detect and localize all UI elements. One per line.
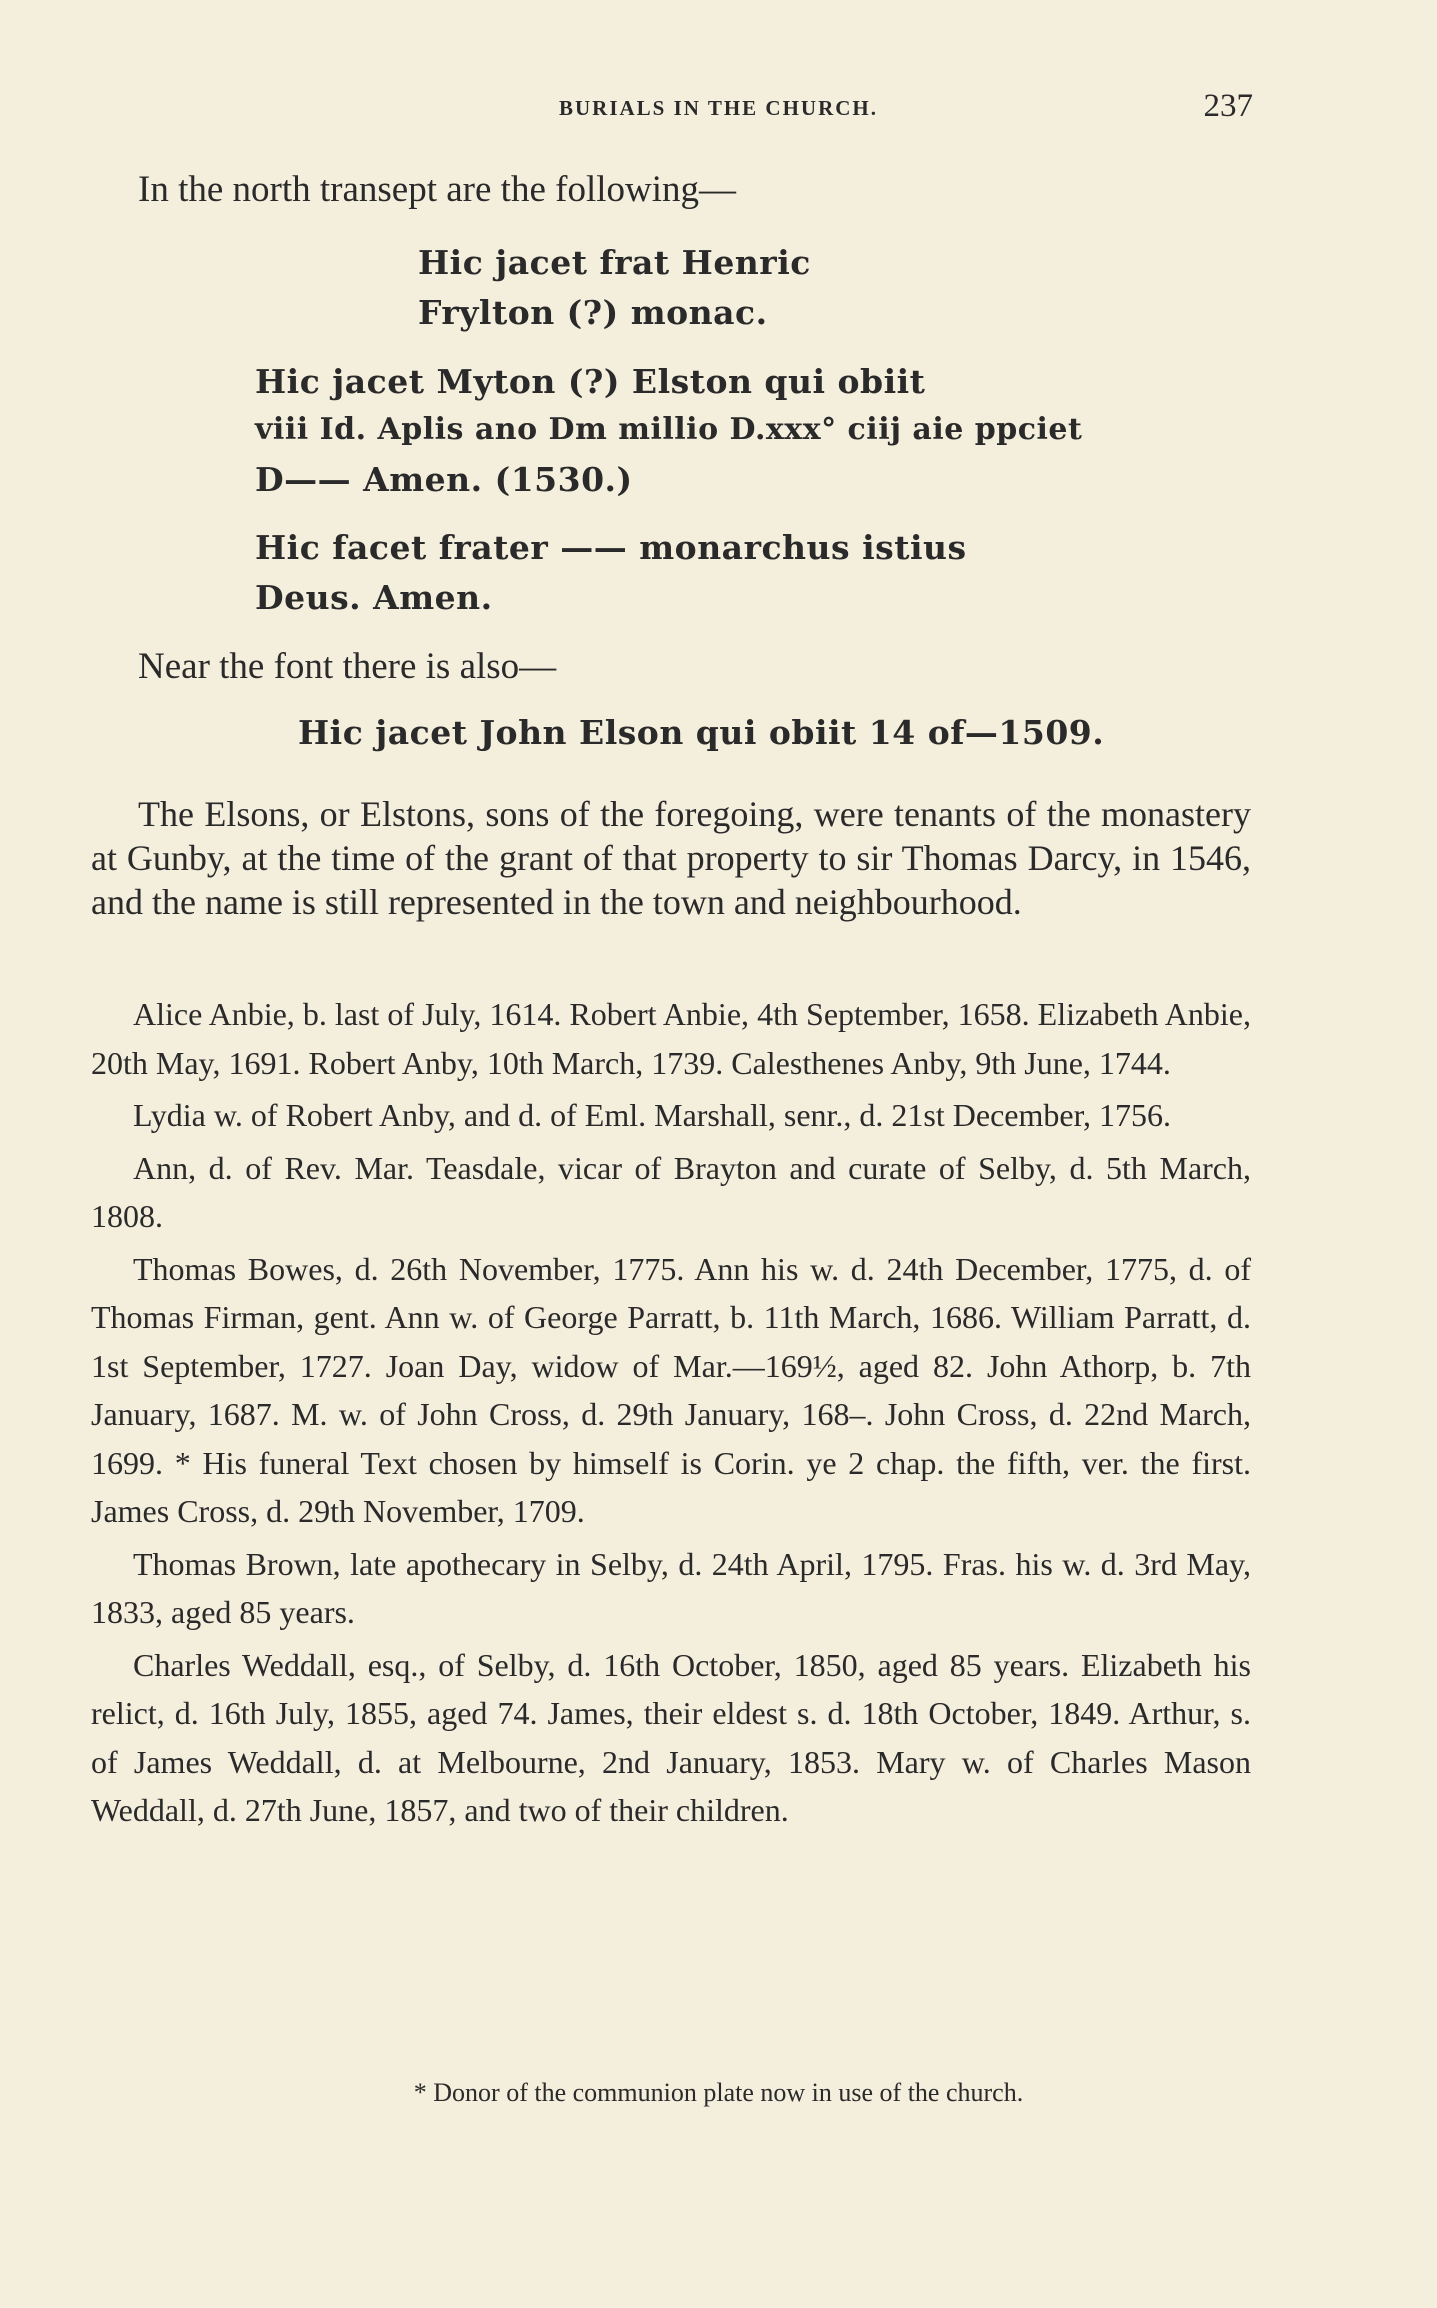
inscription-2-line-1: Hic jacet Myton (?) Elston qui obiit [255, 362, 926, 401]
inscription-3-line-2: Deus. Amen. [255, 578, 493, 617]
burial-entry-lydia: Lydia w. of Robert Anby, and d. of Eml. Marshall, senr., d. 21st December, 1756. [133, 1097, 1171, 1133]
footnote: * Donor of the communion plate now in use of the church. [413, 2078, 1024, 2107]
font-inscription: Hic jacet John Elson qui obiit 14 of—1509. [298, 713, 1105, 752]
page-number: 237 [1203, 88, 1253, 124]
burial-entry-teasdale: Ann, d. of Rev. Mar. Teasdale, vicar of Brayton and curate of Selby, d. 5th March, 1808. [91, 1149, 1251, 1234]
burial-entry-brown: Thomas Brown, late apothecary in Selby, d. 24th April, 1795. Fras. his w. d. 3rd May, 1833, aged 85 years. [91, 1545, 1251, 1630]
inscription-3-line-1: Hic facet frater —— monarchus istius [255, 528, 967, 567]
intro-line: In the north transept are the following— [138, 169, 736, 210]
inscription-1-line-2: Frylton (?) monac. [418, 293, 768, 332]
inscription-2-line-2: viii Id. Aplis ano Dm millio D.xxx° ciij aie ppciet [255, 412, 1083, 447]
running-head: BURIALS IN THE CHURCH. [559, 96, 878, 120]
elsons-paragraph: The Elsons, or Elstons, sons of the foregoing, were tenants of the monastery at Gunby, at the time of the grant of that property to sir Thomas Darcy, in 1546, and the name is still represented in the town and neighbourhood. [91, 794, 1251, 922]
near-font-line: Near the font there is also— [138, 646, 557, 687]
burial-entry-bowes-cross: Thomas Bowes, d. 26th November, 1775. Ann his w. d. 24th December, 1775, d. of Thomas Firman, gent. Ann w. of George Parratt, b. 11th March, 1686. William Parratt, d. 1st September, 1727. Joan Day, widow of Mar.—169½, aged 82. John Athorp, b. 7th January, 1687. M. w. of John Cross, d. 29th January, 168–. John Cross, d. 22nd March, 1699. * His funeral Text chosen by himself is Corin. ye 2 chap. the fifth, ver. the first. James Cross, d. 29th November, 1709. [91, 1250, 1251, 1529]
burial-entries [91, 990, 1251, 1839]
burial-entry-weddall: Charles Weddall, esq., of Selby, d. 16th October, 1850, aged 85 years. Elizabeth his relict, d. 16th July, 1855, aged 74. James, their eldest s. d. 18th October, 1849. Arthur, s. of James Weddall, d. at Melbourne, 2nd January, 1853. Mary w. of Charles Mason Weddall, d. 27th June, 1857, and two of their children. [91, 1646, 1251, 1828]
page-header [0, 88, 1437, 128]
inscription-2-line-3: D—— Amen. (1530.) [255, 460, 633, 499]
inscription-1-line-1: Hic jacet frat Henric [418, 243, 811, 282]
burial-entry-anbie: Alice Anbie, b. last of July, 1614. Robert Anbie, 4th September, 1658. Elizabeth Anbie, 20th May, 1691. Robert Anby, 10th March, 1739. Calesthenes Anby, 9th June, 1744. [91, 996, 1251, 1081]
